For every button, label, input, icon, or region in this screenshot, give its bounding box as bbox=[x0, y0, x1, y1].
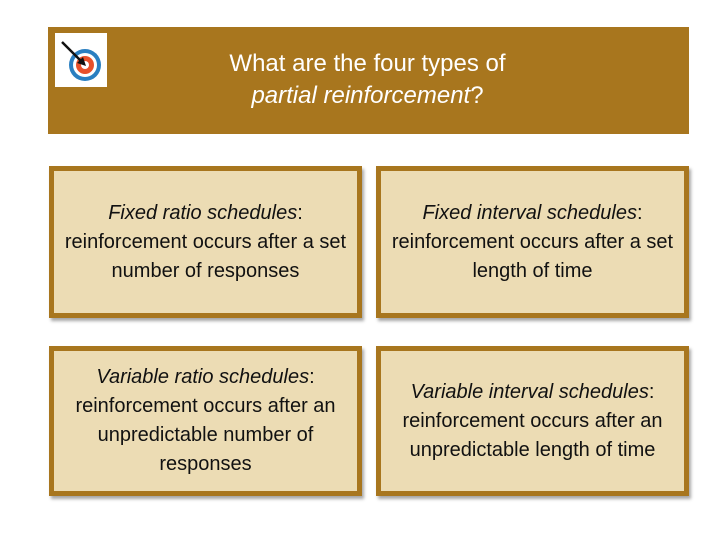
card-separator: : bbox=[309, 366, 315, 388]
card-body: reinforcement occurs after an unpredictable length of time bbox=[402, 409, 663, 461]
card-lead: Variable ratio schedules bbox=[96, 366, 310, 388]
card-lead: Variable interval schedules bbox=[410, 380, 649, 403]
card-variable-ratio bbox=[49, 346, 362, 496]
card-variable-interval bbox=[376, 346, 689, 496]
card-separator: : bbox=[648, 380, 655, 403]
target-arrow-graphic bbox=[55, 33, 107, 87]
card-fixed-ratio bbox=[49, 166, 362, 318]
slide-title-line2 bbox=[110, 80, 625, 112]
card-separator: : bbox=[297, 201, 303, 224]
card-lead: Fixed interval schedules bbox=[422, 201, 637, 224]
card-separator: : bbox=[637, 201, 643, 224]
slide-title-emphasis: partial reinforcement bbox=[251, 82, 471, 109]
card-text bbox=[58, 363, 353, 479]
card-lead: Fixed ratio schedules bbox=[108, 201, 298, 224]
card-body: reinforcement occurs after a set length of time bbox=[391, 230, 674, 282]
card-body: reinforcement occurs after a set number of responses bbox=[64, 230, 347, 282]
slide-title bbox=[110, 48, 625, 112]
slide-title-question-mark: ? bbox=[470, 82, 484, 109]
card-body: reinforcement occurs after an unpredictable number of responses bbox=[75, 395, 336, 475]
card-text bbox=[385, 199, 680, 286]
card-text bbox=[385, 378, 680, 465]
slide-title-line1: What are the four types of bbox=[229, 50, 506, 77]
target-arrow-icon bbox=[55, 33, 107, 87]
card-fixed-interval bbox=[376, 166, 689, 318]
card-text bbox=[58, 199, 353, 286]
